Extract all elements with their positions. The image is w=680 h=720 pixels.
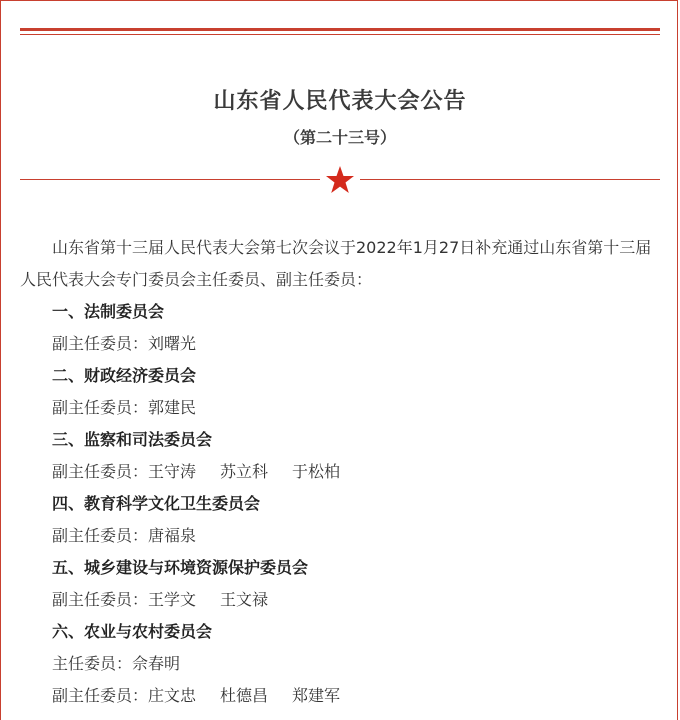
member-name: 庄文忠 (148, 686, 197, 705)
committee-list (20, 296, 664, 712)
role-label: 副主任委员： (52, 590, 149, 609)
divider-line-right (360, 179, 660, 180)
committee-role-line (20, 392, 664, 424)
committee-name: 四、教育科学文化卫生委员会 (52, 494, 261, 513)
member-name: 杜德昌 (220, 686, 269, 705)
top-rule-thick (20, 28, 660, 31)
committee-block (20, 296, 664, 360)
intro-paragraph: 山东省第十三届人民代表大会第七次会议于2022年1月27日补充通过山东省第十三届人民代表大会专门委员会主任委员、副主任委员： (20, 238, 652, 289)
committee-block (20, 552, 664, 616)
committee-name: 三、监察和司法委员会 (52, 430, 213, 449)
announcement-number: （第二十三号） (283, 128, 396, 147)
announcement-title: 山东省人民代表大会公告 (213, 89, 467, 114)
committee-name: 二、财政经济委员会 (52, 366, 197, 385)
role-label: 副主任委员： (52, 334, 149, 353)
member-name: 刘曙光 (148, 334, 197, 353)
divider-line-left (20, 179, 320, 180)
role-label: 副主任委员： (52, 398, 149, 417)
committee-block (20, 488, 664, 552)
member-name: 王学文 (148, 590, 197, 609)
star-icon (324, 164, 356, 196)
committee-role-line (20, 456, 664, 488)
committee-block (20, 360, 664, 424)
committee-role-line (20, 520, 664, 552)
member-name: 唐福泉 (148, 526, 197, 545)
committee-role-line (20, 584, 664, 616)
committee-role-line (20, 648, 664, 680)
committee-name: 一、法制委员会 (52, 302, 165, 321)
role-label: 副主任委员： (52, 462, 149, 481)
role-label: 主任委员： (52, 654, 133, 673)
committee-name: 六、农业与农村委员会 (52, 622, 213, 641)
role-label: 副主任委员： (52, 686, 149, 705)
committee-role-line (20, 328, 664, 360)
committee-name: 五、城乡建设与环境资源保护委员会 (52, 558, 309, 577)
committee-block (20, 424, 664, 488)
member-name: 苏立科 (220, 462, 269, 481)
member-name: 郭建民 (148, 398, 197, 417)
member-name: 佘春明 (132, 654, 181, 673)
role-label: 副主任委员： (52, 526, 149, 545)
member-name: 郑建军 (292, 686, 341, 705)
committee-role-line (20, 680, 664, 712)
member-name: 王守涛 (148, 462, 197, 481)
committee-block (20, 616, 664, 712)
member-name: 于松柏 (292, 462, 341, 481)
announcement-body (20, 232, 664, 712)
member-name: 王文禄 (220, 590, 269, 609)
top-rule-thin (20, 34, 660, 35)
